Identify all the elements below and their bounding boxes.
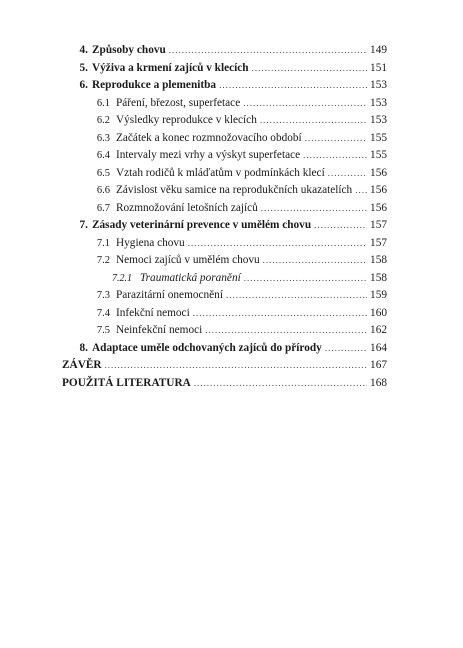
toc-entry [62, 165, 387, 183]
toc-number: 6.5 [96, 167, 110, 179]
dot-leader [194, 375, 367, 393]
dot-leader [219, 77, 367, 95]
dot-leader [303, 147, 367, 165]
toc-number: 6.6 [96, 185, 110, 196]
toc-page-number: 164 [370, 341, 387, 354]
toc-title: ZÁVĚR [62, 359, 102, 371]
toc-entry [62, 375, 387, 393]
toc-page-number: 157 [370, 219, 387, 231]
dot-leader [193, 305, 367, 323]
toc-number: 6.3 [96, 132, 110, 144]
toc-title: Závislost věku samice na reprodukčních ukazatelích [116, 184, 353, 196]
toc-entry [62, 217, 387, 235]
dot-leader [244, 270, 367, 288]
toc-number: 7.5 [96, 325, 110, 336]
toc-entry [62, 322, 387, 340]
toc-entry [62, 340, 387, 358]
dot-leader [260, 112, 367, 130]
dot-leader [325, 340, 367, 358]
toc-number: 7.2 [96, 255, 110, 266]
dot-leader [355, 182, 367, 200]
toc-page-number: 156 [370, 201, 387, 214]
toc-title: Páření, březost, superfetace [116, 96, 241, 109]
dot-leader [263, 252, 367, 270]
toc-number: 7.2.1 [112, 272, 132, 284]
toc-number: 4. [79, 44, 88, 56]
toc-page-number: 158 [370, 254, 387, 266]
toc-title: POUŽITÁ LITERATURA [62, 376, 191, 389]
toc-page-number: 155 [370, 131, 387, 144]
toc-page-number: 153 [370, 79, 387, 91]
toc-number: 6.4 [96, 150, 110, 161]
toc-number: 7.3 [96, 290, 110, 301]
toc-page-number: 162 [370, 324, 387, 336]
toc-title: Intervaly mezi vrhy a výskyt superfetace [116, 149, 301, 161]
table-of-contents [62, 42, 387, 392]
dot-leader [305, 130, 367, 148]
toc-page-number: 151 [370, 61, 387, 74]
toc-page-number: 155 [370, 149, 387, 161]
toc-title: Rozmnožování letošních zajíců [116, 201, 258, 214]
toc-entry [62, 147, 387, 165]
toc-entry [62, 42, 387, 60]
dot-leader [226, 287, 367, 305]
toc-number: 6.1 [96, 97, 110, 109]
dot-leader [252, 60, 367, 78]
toc-number: 7.1 [96, 237, 110, 249]
toc-number: 6.2 [96, 115, 110, 126]
toc-title: Vztah rodičů k mláďatům v podmínkách klecí [116, 166, 325, 179]
toc-page-number: 160 [370, 306, 387, 319]
toc-page-number: 156 [370, 184, 387, 196]
toc-entry [62, 252, 387, 270]
toc-page-number: 149 [370, 44, 387, 56]
toc-entry [62, 270, 387, 288]
toc-page-number: 158 [370, 271, 387, 284]
toc-page-number: 156 [370, 166, 387, 179]
toc-entry [62, 357, 387, 375]
toc-title: Adaptace uměle odchovaných zajíců do přírody [92, 341, 322, 354]
toc-title: Traumatická poranění [140, 271, 241, 284]
toc-entry [62, 95, 387, 113]
toc-page-number: 167 [370, 359, 387, 371]
toc-entry [62, 200, 387, 218]
toc-page-number: 153 [370, 114, 387, 126]
toc-title: Nemoci zajíců v umělém chovu [116, 254, 260, 266]
toc-entry [62, 77, 387, 95]
toc-title: Neinfekční nemoci [116, 324, 203, 336]
toc-title: Infekční nemoci [116, 306, 190, 319]
toc-page-number: 157 [370, 236, 387, 249]
toc-page-number: 159 [370, 289, 387, 301]
toc-number: 5. [79, 61, 88, 74]
dot-leader [314, 217, 367, 235]
toc-number: 7. [79, 219, 88, 231]
toc-title: Výsledky reprodukce v klecích [116, 114, 257, 126]
dot-leader [169, 42, 367, 60]
dot-leader [261, 200, 367, 218]
dot-leader [188, 235, 367, 253]
toc-number: 7.4 [96, 307, 110, 319]
toc-title: Způsoby chovu [92, 44, 166, 56]
toc-title: Reprodukce a plemenitba [92, 79, 217, 91]
dot-leader [205, 322, 367, 340]
toc-title: Začátek a konec rozmnožovacího období [116, 131, 302, 144]
toc-entry [62, 287, 387, 305]
toc-entry [62, 235, 387, 253]
toc-title: Zásady veterinární prevence v umělém chovu [92, 219, 312, 231]
toc-number: 6. [79, 79, 88, 91]
toc-entry [62, 112, 387, 130]
toc-entry [62, 130, 387, 148]
toc-page-number: 153 [370, 96, 387, 109]
dot-leader [243, 95, 367, 113]
toc-title: Parazitární onemocnění [116, 289, 223, 301]
toc-title: Hygiena chovu [116, 236, 185, 249]
toc-entry [62, 182, 387, 200]
toc-entry [62, 305, 387, 323]
dot-leader [105, 357, 368, 375]
toc-entry [62, 60, 387, 78]
toc-page-number: 168 [370, 376, 387, 389]
toc-title: Výživa a krmení zajíců v klecích [92, 61, 249, 74]
toc-number: 8. [79, 341, 88, 354]
dot-leader [328, 165, 367, 183]
toc-number: 6.7 [96, 202, 110, 214]
